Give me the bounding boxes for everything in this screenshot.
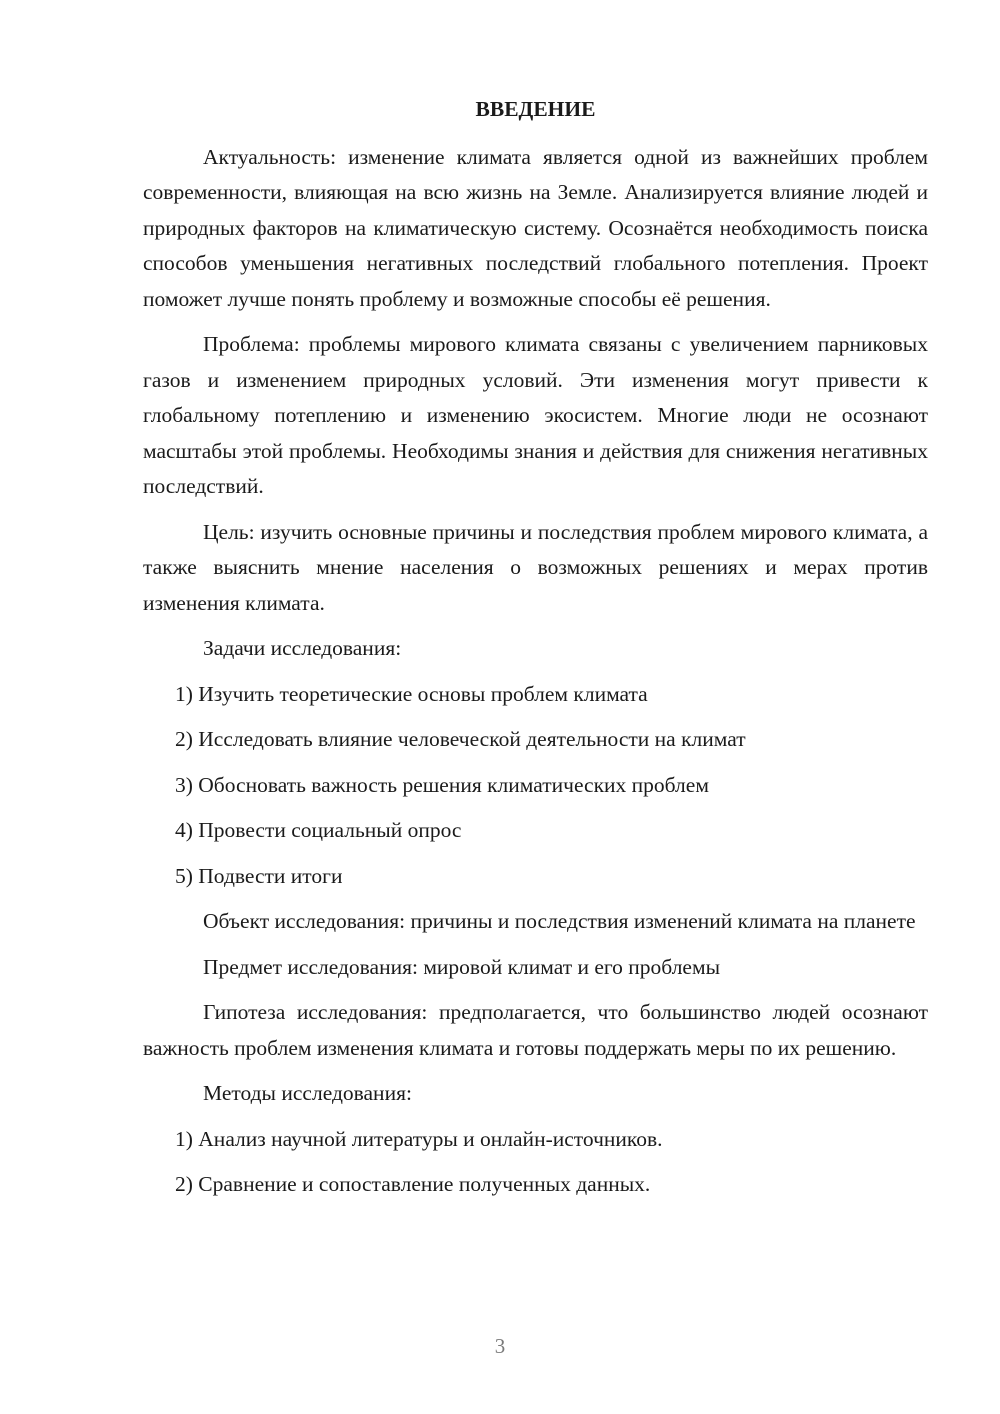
paragraph-goal: Цель: изучить основные причины и последствия проблем мирового климата, а также выяснить мнение населения о возможных решениях и мерах против изменения климата. — [143, 519, 928, 615]
paragraph-hypothesis: Гипотеза исследования: предполагается, что большинство людей осознают важность проблем изменения климата и готовы поддержать меры по их решению. — [143, 1000, 928, 1060]
method-item-1: 1) Анализ научной литературы и онлайн-источников. — [175, 1126, 663, 1151]
paragraph-relevance: Актуальность: изменение климата является одной из важнейших проблем современности, влияющая на всю жизнь на Земле. Анализируется влияние людей и природных факторов на климатическую систему. Осознаётся необходимость поиска способов уменьшения негативных последствий глобального потепления. Проект поможет лучше понять проблему и возможные способы её решения. — [143, 144, 928, 311]
page-content — [143, 92, 928, 1213]
method-item-2: 2) Сравнение и сопоставление полученных данных. — [175, 1172, 651, 1196]
section-heading: ВВЕДЕНИЕ — [475, 97, 596, 121]
task-item-4: 4) Провести социальный опрос — [175, 818, 462, 842]
paragraph-object: Объект исследования: причины и последствия изменений климата на планете — [203, 909, 916, 933]
task-item-1: 1) Изучить теоретические основы проблем климата — [175, 681, 648, 706]
tasks-heading: Задачи исследования: — [203, 636, 402, 660]
paragraph-problem: Проблема: проблемы мирового климата связаны с увеличением парниковых газов и изменением природных условий. Эти изменения могут привести к глобальному потеплению и изменению экосистем. Многие люди не осознают масштабы этой проблемы. Необходимы знания и действия для снижения негативных последствий. — [143, 332, 928, 498]
task-item-5: 5) Подвести итоги — [175, 863, 343, 888]
methods-heading: Методы исследования: — [203, 1081, 412, 1105]
task-item-2: 2) Исследовать влияние человеческой деятельности на климат — [175, 727, 746, 751]
paragraph-subject: Предмет исследования: мировой климат и его проблемы — [203, 954, 721, 979]
page-number: 3 — [494, 1334, 506, 1358]
task-item-3: 3) Обосновать важность решения климатических проблем — [175, 772, 709, 797]
